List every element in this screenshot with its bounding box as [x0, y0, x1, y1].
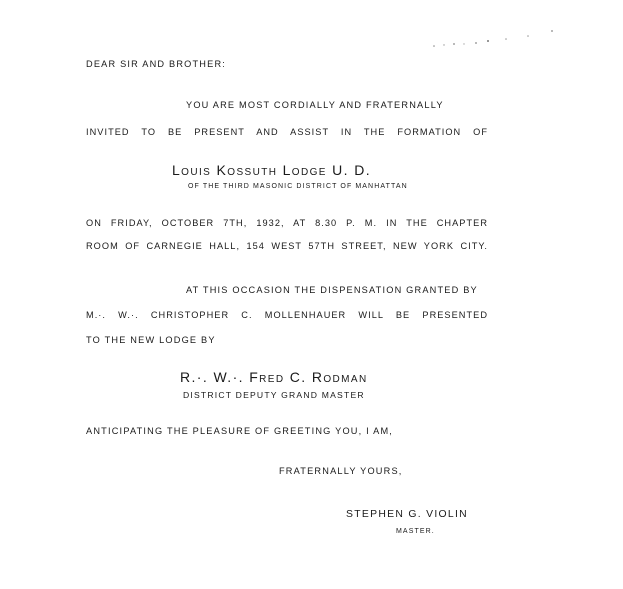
paragraph-2-line-2: ROOM OF CARNEGIE HALL, 154 WEST 57TH STREET, NEW YORK CITY.: [86, 241, 488, 251]
closing: FRATERNALLY YOURS,: [279, 466, 403, 476]
paragraph-1-line-1: YOU ARE MOST CORDIALLY AND FRATERNALLY: [186, 100, 444, 110]
lodge-subtitle: OF THE THIRD MASONIC DISTRICT OF MANHATTAN: [188, 183, 408, 190]
paragraph-1-line-2: INVITED TO BE PRESENT AND ASSIST IN THE FORMATION OF: [86, 127, 488, 137]
paragraph-3-line-2: M.·. W.·. CHRISTOPHER C. MOLLENHAUER WILL BE PRESENTED: [86, 310, 488, 320]
salutation: DEAR SIR AND BROTHER:: [86, 59, 227, 69]
paragraph-3-line-1: AT THIS OCCASION THE DISPENSATION GRANTED BY: [186, 285, 478, 295]
paragraph-2-line-1: ON FRIDAY, OCTOBER 7TH, 1932, AT 8.30 P. M. IN THE CHAPTER: [86, 218, 488, 228]
presenter-title: DISTRICT DEPUTY GRAND MASTER: [183, 390, 365, 400]
presenter-name: R.·. W.·. Fred C. Rodman: [180, 369, 368, 385]
signer-name: STEPHEN G. VIOLIN: [346, 509, 468, 520]
signer-title: MASTER.: [396, 528, 435, 535]
paragraph-3-line-3: TO THE NEW LODGE BY: [86, 335, 216, 345]
lodge-name: Louis Kossuth Lodge U. D.: [172, 162, 372, 178]
paper-specks: [430, 28, 560, 50]
paragraph-4: ANTICIPATING THE PLEASURE OF GREETING YOU, I AM,: [86, 426, 394, 436]
